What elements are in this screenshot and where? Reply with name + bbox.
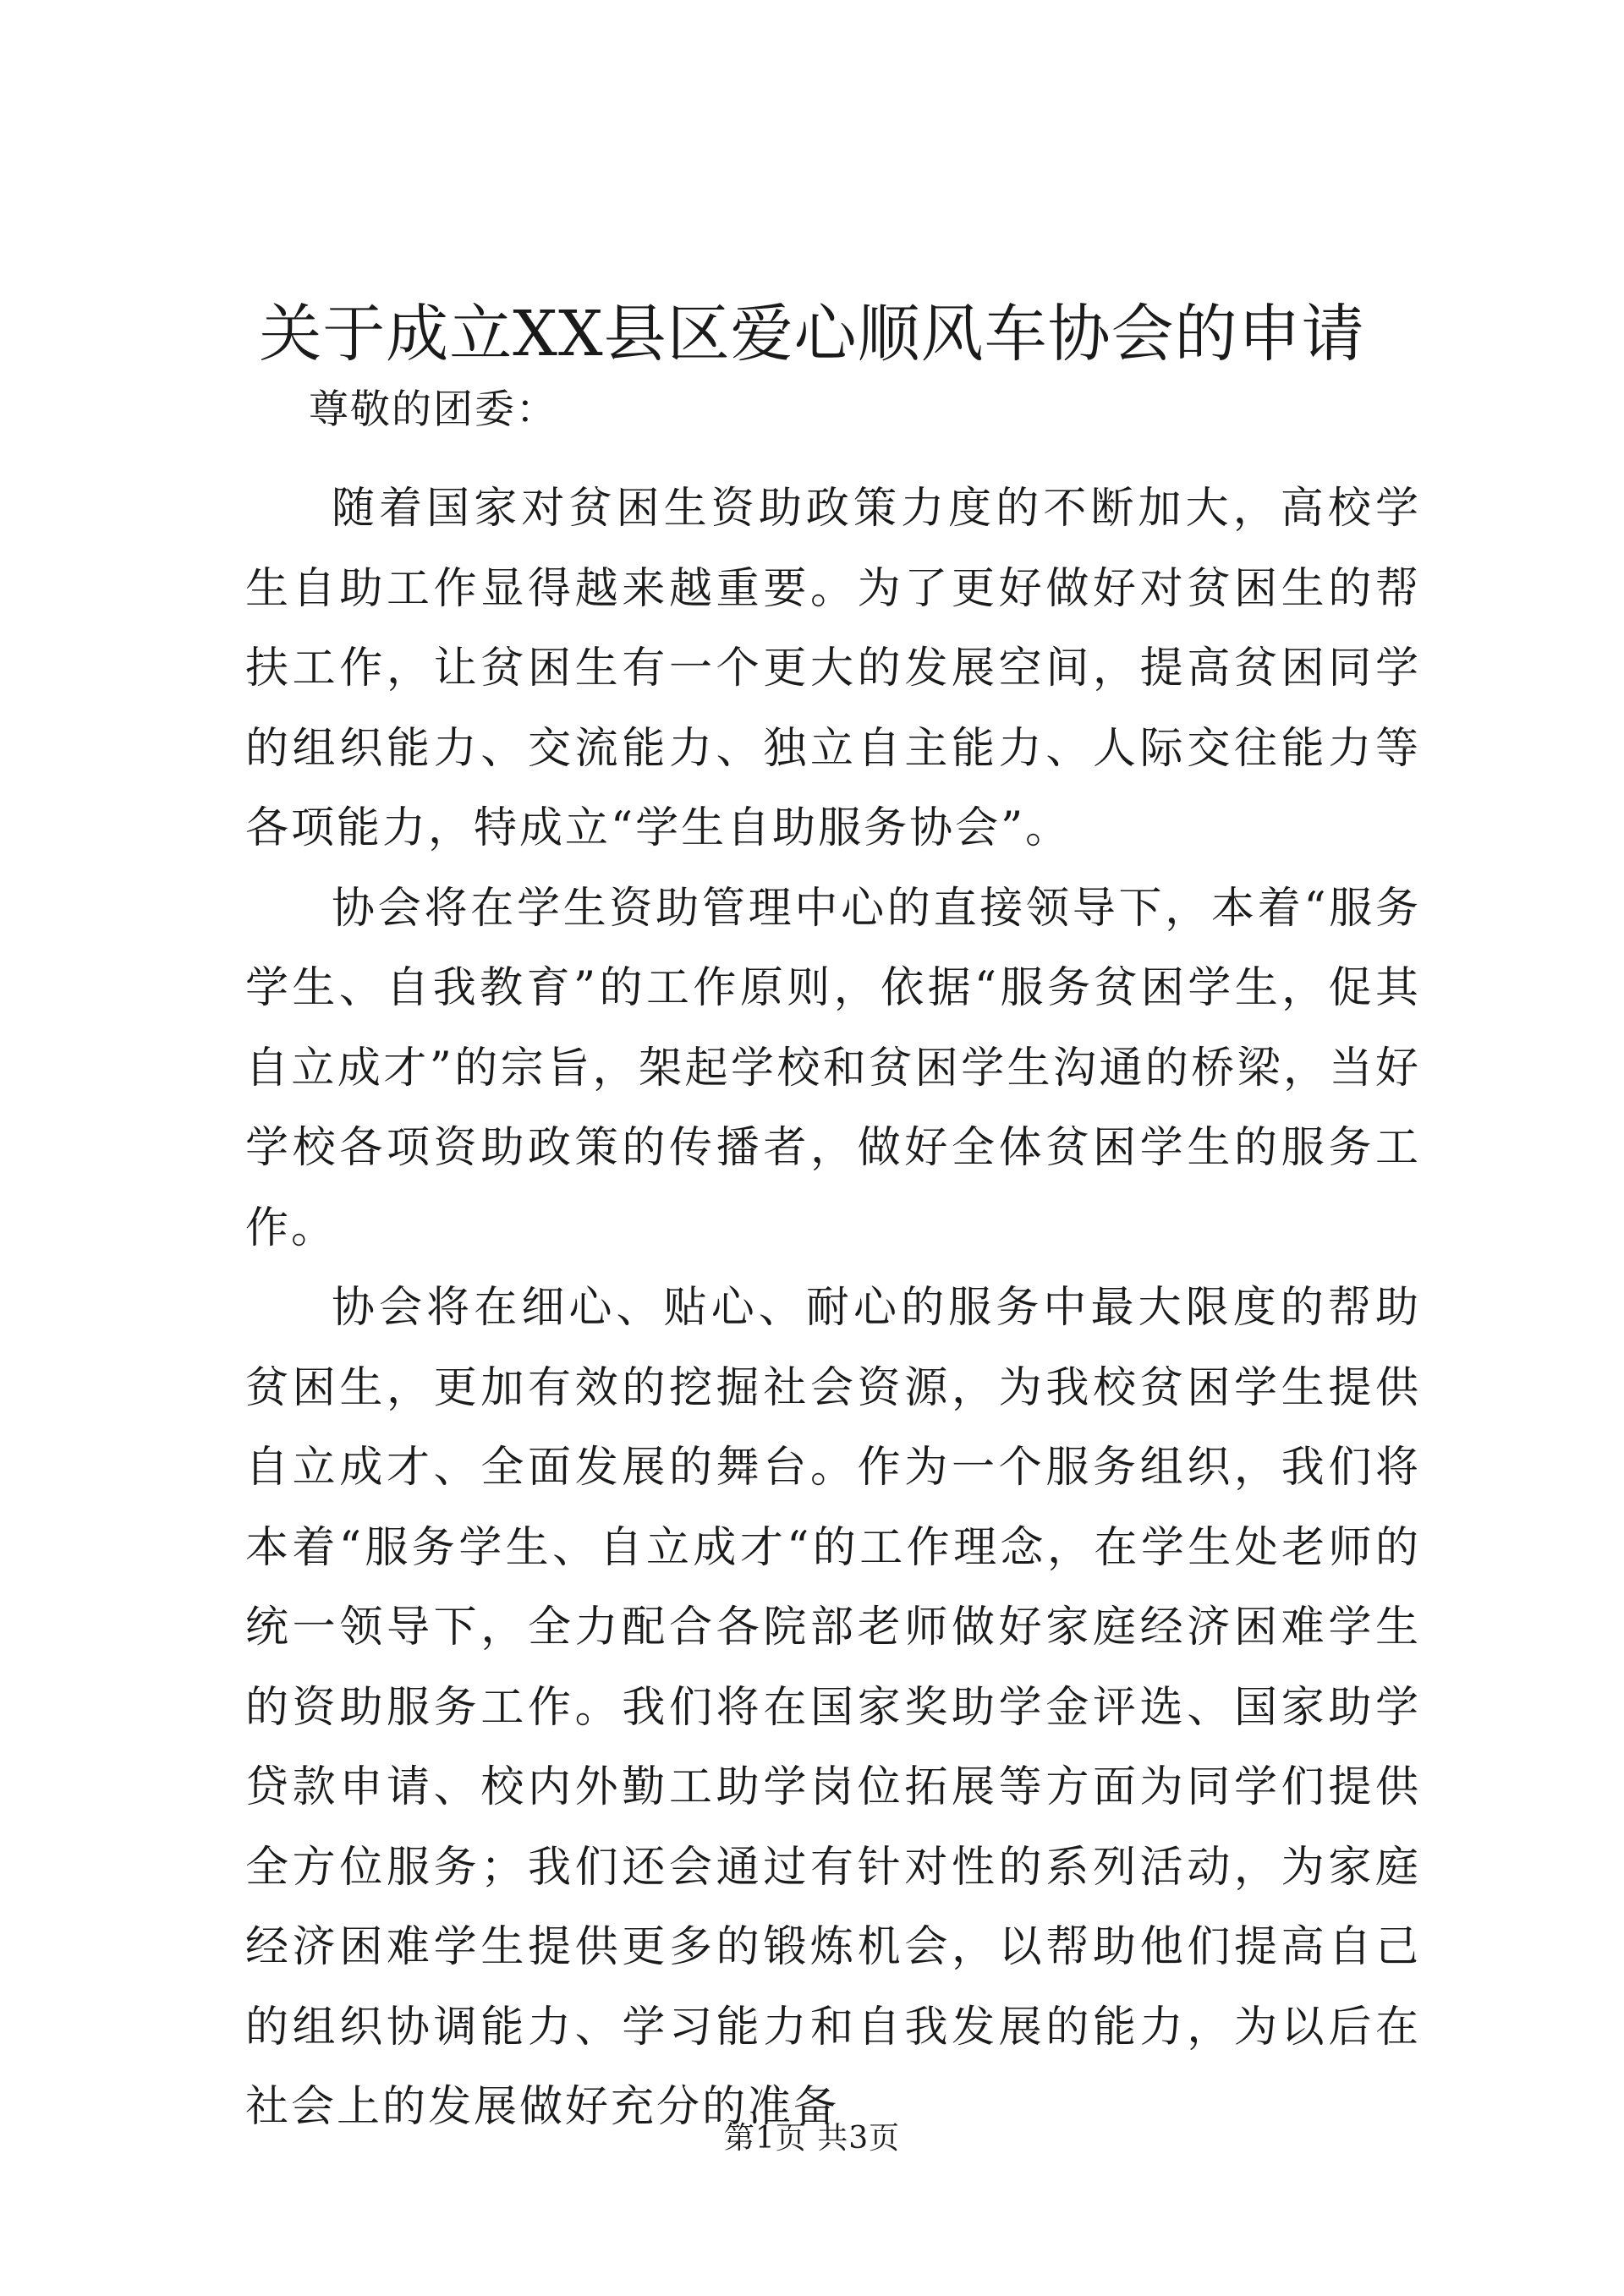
paragraph: 协会将在细心、贴心、耐心的服务中最大限度的帮助贫困生，更加有效的挖掘社会资源，为我校贫困学生提供自立成才、全面发展的舞台。作为一个服务组织，我们将本着“服务学生、自立成才“的工作理念，在学生处老师的统一领导下，全力配合各院部老师做好家庭经济困难学生的资助服务工作。我们将在国家奖助学金评选、国家助学贷款申请、校内外勤工助学岗位拓展等方面为同学们提供全方位服务；我们还会通过有针对性的系列活动，为家庭经济困难学生提供更多的锻炼机会，以帮助他们提高自己的组织协调能力、学习能力和自我发展的能力，为以后在社会上的发展做好充分的准备 bbox=[245, 1283, 1421, 2132]
document-title: 关于成立XX县区爱心顺风车协会的申请 bbox=[259, 298, 1365, 370]
paragraph: 协会将在学生资助管理中心的直接领导下，本着“服务学生、自我教育”的工作原则，依据“服务贫困学生，促其自立成才”的宗旨，架起学校和贫困学生沟通的桥梁，当好学校各项资助政策的传播者，做好全体贫困学生的服务工作。 bbox=[245, 883, 1421, 1253]
document-body bbox=[245, 469, 1421, 2148]
paragraph: 随着国家对贫困生资助政策力度的不断加大，高校学生自助工作显得越来越重要。为了更好做好对贫困生的帮扶工作，让贫困生有一个更大的发展空间，提高贫困同学的组织能力、交流能力、独立自主能力、人际交往能力等各项能力，特成立“学生自助服务协会”。 bbox=[245, 484, 1421, 853]
salutation: 尊敬的团委： bbox=[309, 386, 557, 433]
page-number-footer: 第1页 共3页 bbox=[723, 2121, 901, 2156]
